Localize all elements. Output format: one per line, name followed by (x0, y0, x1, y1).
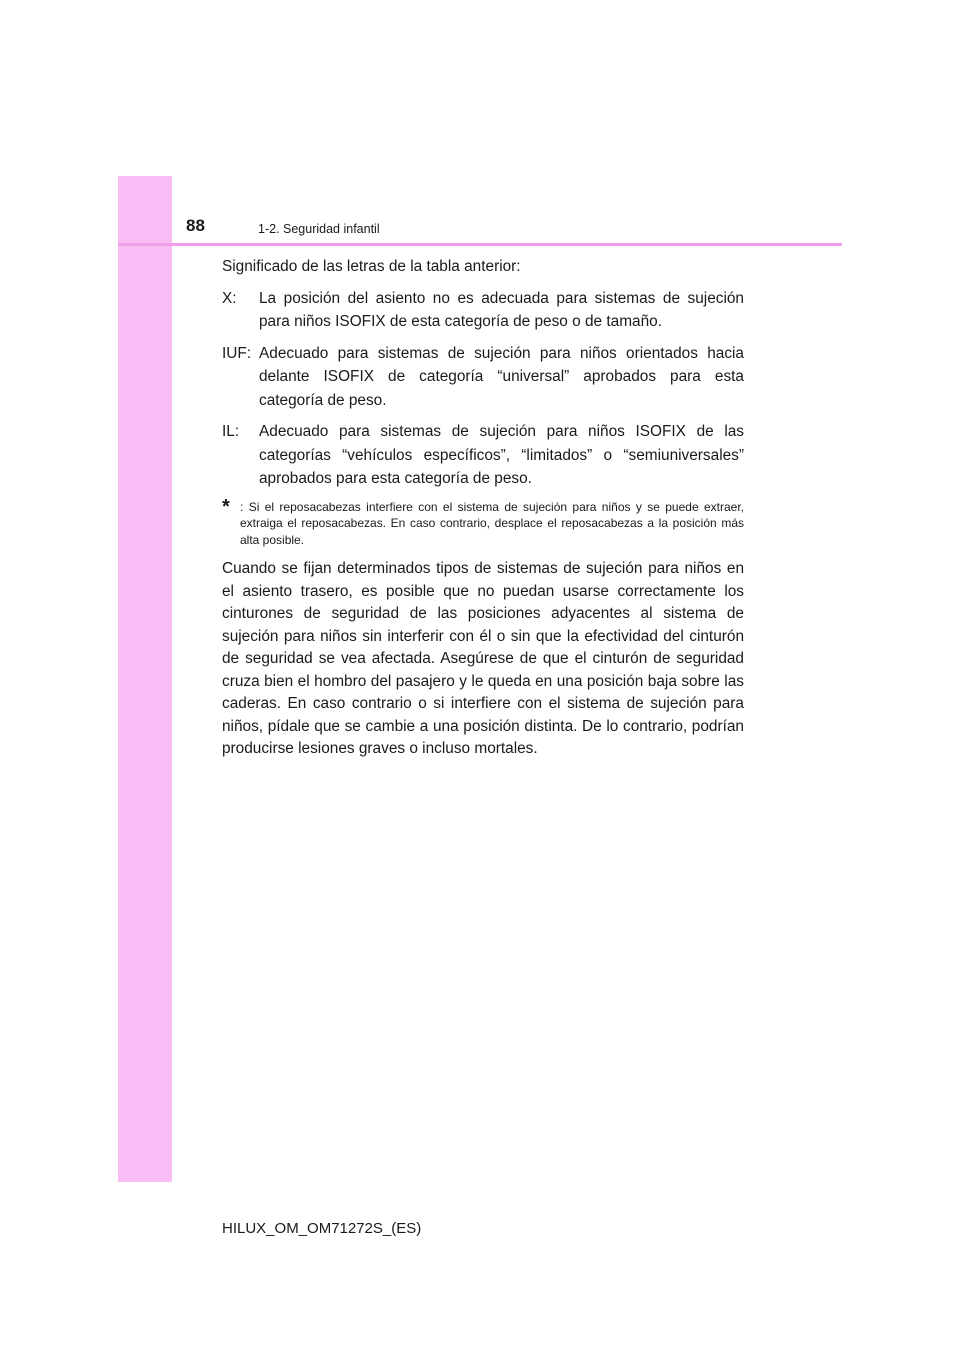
definition-item (222, 420, 744, 491)
page-number: 88 (186, 216, 205, 235)
definition-term: IUF: (222, 344, 252, 362)
intro-text: Significado de las letras de la tabla anterior: (222, 258, 521, 275)
definition-item (222, 342, 744, 413)
definition-term: IL: (222, 423, 240, 440)
body-paragraph: Cuando se fijan determinados tipos de sistemas de sujeción para niños en el asiento trasero, es posible que no puedan usarse correctamente los cinturones de seguridad de las posiciones adyacentes al sistema de sujeción para niños sin interferir con él o sin que la efectividad del cinturón de seguridad se vea afectada. Asegúrese de que el cinturón de seguridad cruza bien el hombro del pasajero y le queda en una posición baja sobre las caderas. En caso contrario o si interfiere con el sistema de sujeción para niños, pídale que se cambie a una posición distinta. De lo contrario, podrían producirse lesiones graves o incluso mortales. (222, 560, 744, 757)
definition-desc: Adecuado para sistemas de sujeción para niños orientados hacia delante ISOFIX de categoría “universal” aprobados para esta categoría de peso. (259, 344, 744, 409)
footnote-marker: * (222, 495, 230, 518)
definition-item (222, 287, 744, 334)
page-content (222, 255, 744, 761)
footnote (222, 495, 744, 549)
definition-desc: La posición del asiento no es adecuada para sistemas de sujeción para niños ISOFIX de esta categoría de peso o de tamaño. (259, 289, 744, 330)
footnote-text: : Si el reposacabezas interfiere con el sistema de sujeción para niños y se puede extraer, extraiga el reposacabezas. En caso contrario, desplace el reposacabezas a la posición más alta posible. (240, 499, 744, 547)
document-code: HILUX_OM_OM71272S_(ES) (222, 1220, 422, 1237)
definition-term: X: (222, 289, 237, 307)
side-band (118, 176, 172, 1182)
definition-desc: Adecuado para sistemas de sujeción para niños ISOFIX de las categorías “vehículos específicos”, “limitados” o “semiuniversales” aprobados para esta categoría de peso. (259, 423, 744, 487)
header-rule (118, 243, 842, 246)
section-title: 1-2. Seguridad infantil (258, 222, 380, 236)
